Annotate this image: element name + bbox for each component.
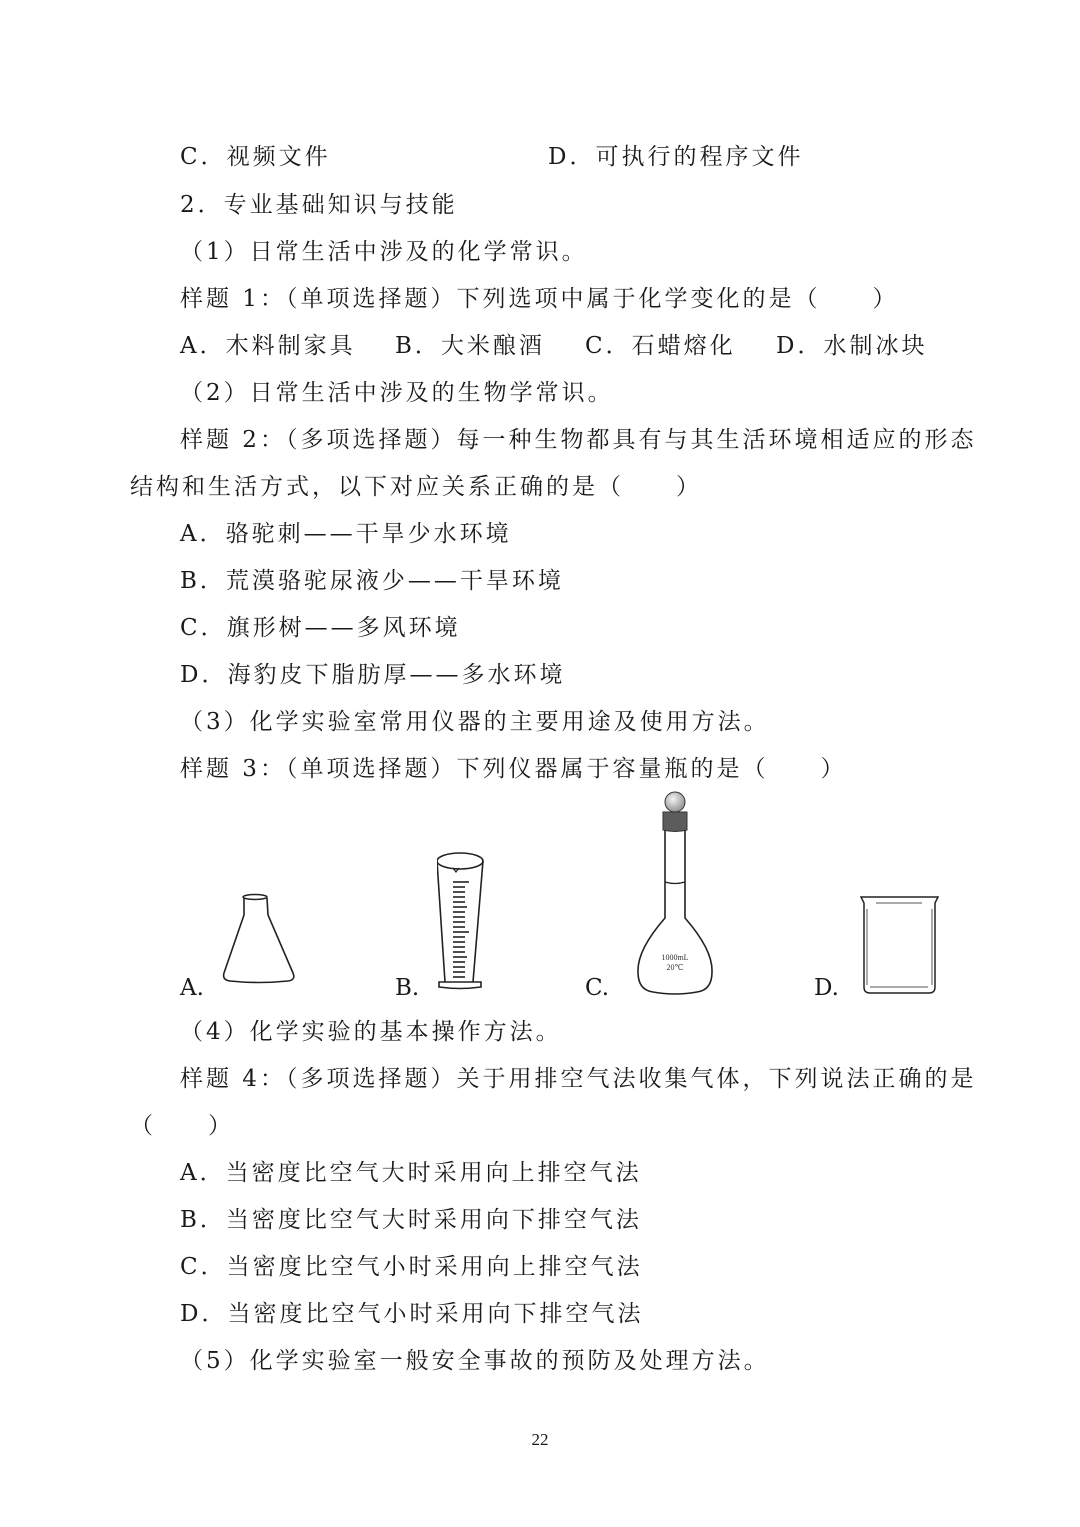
graduated-cylinder-icon <box>437 852 487 996</box>
topic-5-title: （5）化学实验室一般安全事故的预防及处理方法。 <box>180 1348 770 1374</box>
sample-1-option-c: C．石蜡熔化 <box>585 333 736 359</box>
erlenmeyer-flask-icon <box>222 893 298 995</box>
figure-option-c-label: C. <box>585 975 610 1001</box>
prev-option-c: C．视频文件 <box>180 144 331 170</box>
section-heading: 2．专业基础知识与技能 <box>180 192 458 218</box>
topic-3-title: （3）化学实验室常用仪器的主要用途及使用方法。 <box>180 709 770 735</box>
sample-2-option-d: D．海豹皮下脂肪厚——多水环境 <box>180 662 566 688</box>
svg-text:20℃: 20℃ <box>666 963 684 972</box>
sample-2-option-b: B．荒漠骆驼尿液少——干旱环境 <box>180 568 564 594</box>
sample-2-stem-line1: 样题 2：（多项选择题）每一种生物都具有与其生活环境相适应的形态 <box>180 427 977 453</box>
page-number: 22 <box>531 1430 549 1449</box>
sample-4-option-d: D．当密度比空气小时采用向下排空气法 <box>180 1301 644 1327</box>
sample-2-option-a: A．骆驼刺——干旱少水环境 <box>180 521 512 547</box>
sample-1-option-b: B．大米酿酒 <box>395 333 545 359</box>
sample-4-stem-line1: 样题 4：（多项选择题）关于用排空气法收集气体，下列说法正确的是 <box>180 1066 977 1092</box>
prev-option-d: D．可执行的程序文件 <box>548 144 804 170</box>
volumetric-flask-icon <box>635 790 715 1000</box>
beaker-icon <box>860 895 940 999</box>
sample-3-stem: 样题 3：（单项选择题）下列仪器属于容量瓶的是（ ） <box>180 756 847 782</box>
figure-option-d-label: D. <box>814 975 839 1001</box>
sample-4-option-c: C．当密度比空气小时采用向上排空气法 <box>180 1254 643 1280</box>
svg-text:1000mL: 1000mL <box>661 953 689 962</box>
sample-4-stem-line2: （ ） <box>130 1113 234 1139</box>
sample-4-option-a: A．当密度比空气大时采用向上排空气法 <box>180 1160 642 1186</box>
sample-1-option-d: D．水制冰块 <box>776 333 928 359</box>
sample-1-option-a: A．木料制家具 <box>180 333 356 359</box>
figure-option-a-label: A. <box>180 975 204 1001</box>
sample-2-stem-line2: 结构和生活方式，以下对应关系正确的是（ ） <box>130 474 702 500</box>
topic-4-title: （4）化学实验的基本操作方法。 <box>180 1019 562 1045</box>
sample-2-option-c: C．旗形树——多风环境 <box>180 615 461 641</box>
topic-2-title: （2）日常生活中涉及的生物学常识。 <box>180 380 614 406</box>
topic-1-title: （1）日常生活中涉及的化学常识。 <box>180 239 588 265</box>
figure-option-b-label: B. <box>395 975 420 1001</box>
sample-4-option-b: B．当密度比空气大时采用向下排空气法 <box>180 1207 642 1233</box>
sample-1-stem: 样题 1：（单项选择题）下列选项中属于化学变化的是（ ） <box>180 286 899 312</box>
